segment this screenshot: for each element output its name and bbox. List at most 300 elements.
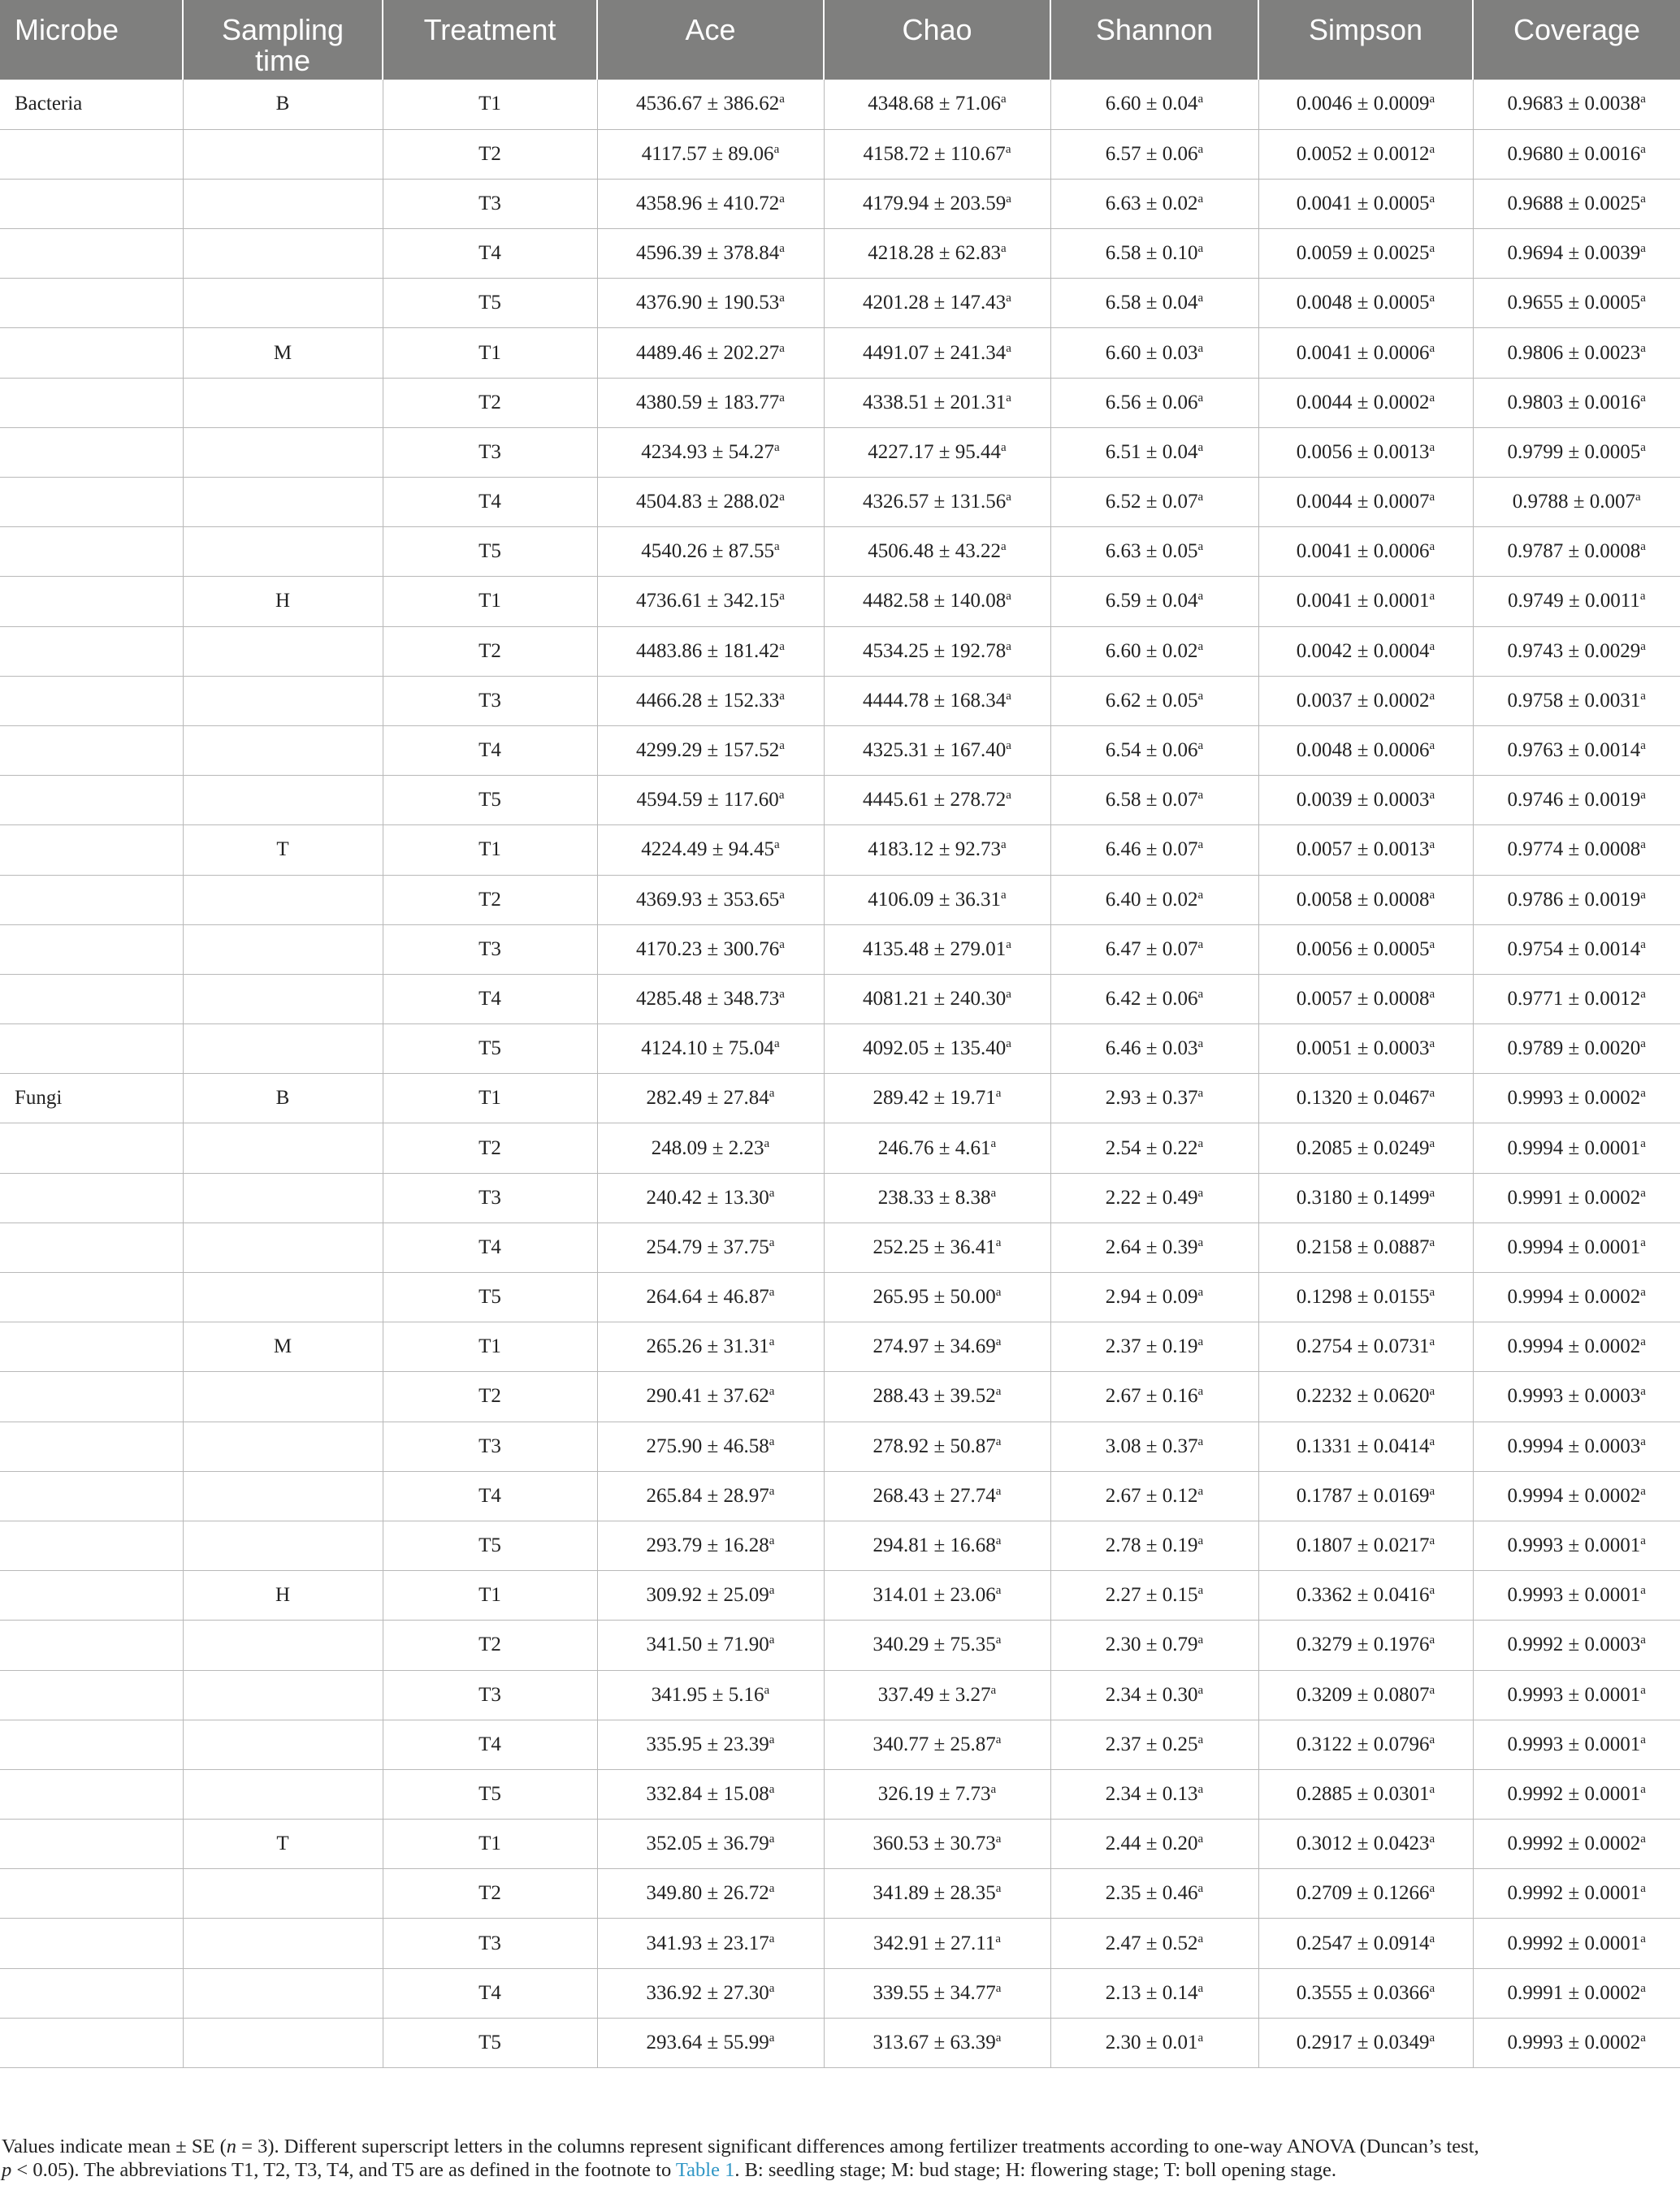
cell-ace-value: 336.92 ± 27.30 bbox=[646, 1981, 769, 2004]
cell-simpson bbox=[1258, 179, 1473, 228]
cell-chao bbox=[824, 725, 1050, 775]
cell-coverage-value: 0.9993 ± 0.0001 bbox=[1507, 1683, 1641, 1706]
cell-treatment bbox=[383, 776, 597, 825]
significance-letter: a bbox=[769, 1435, 775, 1448]
table-footnote bbox=[2, 2135, 1671, 2182]
significance-letter: a bbox=[779, 93, 785, 106]
cell-microbe bbox=[0, 1820, 183, 1869]
footnote-n-variable: n bbox=[226, 2136, 236, 2157]
significance-letter: a bbox=[1640, 1981, 1646, 1995]
significance-letter: a bbox=[774, 540, 780, 554]
cell-chao-value: 337.49 ± 3.27 bbox=[877, 1683, 991, 1706]
cell-simpson-value: 0.2547 ± 0.0914 bbox=[1296, 1932, 1430, 1954]
cell-simpson-value: 0.0041 ± 0.0005 bbox=[1296, 192, 1430, 214]
table-row bbox=[0, 924, 1680, 974]
cell-ace-value: 4224.49 ± 94.45 bbox=[641, 838, 775, 861]
significance-letter: a bbox=[1197, 1484, 1204, 1498]
significance-letter: a bbox=[1640, 440, 1646, 454]
cell-shannon bbox=[1050, 1024, 1258, 1074]
cell-ace-value: 4376.90 ± 190.53 bbox=[636, 292, 780, 314]
cell-chao bbox=[824, 974, 1050, 1023]
cell-shannon bbox=[1050, 328, 1258, 378]
significance-letter: a bbox=[1640, 1087, 1646, 1101]
cell-treatment-value: T4 bbox=[478, 1235, 501, 1258]
significance-letter: a bbox=[1429, 1634, 1435, 1647]
significance-letter: a bbox=[990, 1782, 997, 1796]
cell-coverage-value: 0.9749 ± 0.0011 bbox=[1508, 590, 1640, 612]
cell-microbe bbox=[0, 1720, 183, 1769]
cell-simpson-value: 0.3122 ± 0.0796 bbox=[1296, 1733, 1430, 1755]
cell-coverage-value: 0.9994 ± 0.0002 bbox=[1507, 1286, 1641, 1309]
significance-letter: a bbox=[1429, 242, 1435, 256]
cell-ace bbox=[597, 924, 824, 974]
cell-ace-value: 293.64 ± 55.99 bbox=[646, 2031, 769, 2053]
cell-treatment-value: T1 bbox=[478, 838, 501, 861]
cell-ace bbox=[597, 229, 824, 279]
cell-coverage bbox=[1473, 924, 1680, 974]
header-ace: Ace bbox=[597, 0, 824, 80]
cell-simpson bbox=[1258, 279, 1473, 328]
table-row bbox=[0, 1422, 1680, 1471]
significance-letter: a bbox=[769, 1981, 775, 1995]
cell-treatment bbox=[383, 478, 597, 527]
cell-ace bbox=[597, 179, 824, 228]
cell-treatment-value: T4 bbox=[478, 242, 501, 265]
significance-letter: a bbox=[778, 789, 785, 803]
table-row bbox=[0, 1173, 1680, 1223]
cell-treatment bbox=[383, 1621, 597, 1670]
significance-letter: a bbox=[995, 2031, 1002, 2045]
cell-microbe bbox=[0, 378, 183, 427]
cell-shannon-value: 6.42 ± 0.06 bbox=[1105, 987, 1198, 1010]
cell-chao bbox=[824, 1173, 1050, 1223]
cell-shannon-value: 2.30 ± 0.01 bbox=[1105, 2031, 1198, 2053]
cell-chao-value: 4491.07 ± 241.34 bbox=[863, 341, 1007, 364]
cell-ace-value: 4466.28 ± 152.33 bbox=[636, 689, 780, 712]
cell-sampling-time bbox=[183, 1422, 383, 1471]
cell-simpson bbox=[1258, 1621, 1473, 1670]
significance-letter: a bbox=[1429, 2031, 1435, 2045]
cell-sampling-time bbox=[183, 80, 383, 129]
cell-simpson bbox=[1258, 974, 1473, 1023]
cell-sampling-time bbox=[183, 875, 383, 924]
footnote-text-4: . B: seedling stage; M: bud stage; H: flowering stage; T: boll opening stage. bbox=[734, 2159, 1337, 2181]
cell-sampling-time bbox=[183, 577, 383, 626]
cell-sampling-time bbox=[183, 1372, 383, 1422]
cell-treatment bbox=[383, 179, 597, 228]
cell-ace bbox=[597, 478, 824, 527]
cell-coverage bbox=[1473, 80, 1680, 129]
significance-letter: a bbox=[1640, 789, 1646, 803]
cell-treatment bbox=[383, 1670, 597, 1720]
cell-shannon bbox=[1050, 1769, 1258, 1819]
cell-chao-value: 4179.94 ± 203.59 bbox=[863, 192, 1007, 214]
table-row bbox=[0, 129, 1680, 179]
cell-treatment-value: T5 bbox=[478, 540, 501, 563]
cell-shannon bbox=[1050, 577, 1258, 626]
significance-letter: a bbox=[1429, 192, 1435, 206]
cell-coverage-value: 0.9993 ± 0.0001 bbox=[1507, 1584, 1641, 1607]
significance-letter: a bbox=[995, 1584, 1002, 1598]
cell-coverage bbox=[1473, 129, 1680, 179]
cell-coverage-value: 0.9993 ± 0.0002 bbox=[1507, 2031, 1641, 2053]
footnote-text-1: Values indicate mean ± SE ( bbox=[2, 2136, 227, 2157]
cell-treatment bbox=[383, 1720, 597, 1769]
significance-letter: a bbox=[1640, 1634, 1646, 1647]
cell-shannon-value: 6.58 ± 0.10 bbox=[1105, 242, 1198, 265]
cell-ace bbox=[597, 626, 824, 676]
cell-simpson-value: 0.2085 ± 0.0249 bbox=[1296, 1136, 1430, 1159]
significance-letter: a bbox=[1006, 391, 1011, 405]
significance-letter: a bbox=[1640, 1833, 1646, 1846]
significance-letter: a bbox=[1429, 292, 1435, 305]
cell-sampling-time-value: T bbox=[276, 838, 289, 861]
cell-chao bbox=[824, 179, 1050, 228]
cell-ace bbox=[597, 2018, 824, 2067]
cell-ace bbox=[597, 1024, 824, 1074]
significance-letter: a bbox=[995, 1484, 1002, 1498]
cell-treatment bbox=[383, 1919, 597, 1968]
cell-ace bbox=[597, 1571, 824, 1621]
cell-coverage-value: 0.9991 ± 0.0002 bbox=[1507, 1186, 1641, 1209]
significance-letter: a bbox=[773, 142, 780, 156]
significance-letter: a bbox=[1197, 1286, 1204, 1300]
footnote-text-3: < 0.05). The abbreviations T1, T2, T3, T4, and T5 are as defined in the footnote to bbox=[11, 2159, 676, 2181]
cell-shannon-value: 2.93 ± 0.37 bbox=[1105, 1087, 1198, 1110]
cell-coverage bbox=[1473, 1720, 1680, 1769]
cell-sampling-time bbox=[183, 1720, 383, 1769]
cell-sampling-time bbox=[183, 1074, 383, 1123]
cell-treatment bbox=[383, 2018, 597, 2067]
cell-simpson-value: 0.3180 ± 0.1499 bbox=[1296, 1186, 1430, 1209]
cell-coverage-value: 0.9992 ± 0.0001 bbox=[1507, 1782, 1641, 1805]
significance-letter: a bbox=[1006, 192, 1011, 206]
cell-treatment-value: T3 bbox=[478, 192, 501, 214]
cell-treatment-value: T1 bbox=[478, 341, 501, 364]
cell-chao bbox=[824, 1024, 1050, 1074]
cell-ace bbox=[597, 279, 824, 328]
cell-ace-value: 265.26 ± 31.31 bbox=[646, 1335, 769, 1358]
significance-letter: a bbox=[1197, 2031, 1204, 2045]
significance-letter: a bbox=[1429, 440, 1435, 454]
significance-letter: a bbox=[1197, 689, 1204, 703]
significance-letter: a bbox=[779, 242, 785, 256]
cell-chao bbox=[824, 577, 1050, 626]
cell-simpson bbox=[1258, 1273, 1473, 1322]
significance-letter: a bbox=[1429, 93, 1435, 106]
significance-letter: a bbox=[1001, 838, 1007, 852]
significance-letter: a bbox=[1640, 689, 1646, 703]
cell-ace-value: 4536.67 ± 386.62 bbox=[636, 93, 780, 115]
cell-treatment bbox=[383, 1322, 597, 1372]
cell-ace-value: 275.90 ± 46.58 bbox=[646, 1435, 769, 1457]
significance-letter: a bbox=[1197, 1385, 1204, 1399]
significance-letter: a bbox=[1429, 1833, 1435, 1846]
cell-simpson-value: 0.0046 ± 0.0009 bbox=[1296, 93, 1430, 115]
cell-ace bbox=[597, 875, 824, 924]
significance-letter: a bbox=[1005, 142, 1011, 156]
cell-treatment bbox=[383, 1571, 597, 1621]
cell-coverage-value: 0.9992 ± 0.0003 bbox=[1507, 1634, 1641, 1656]
cell-coverage-value: 0.9688 ± 0.0025 bbox=[1507, 192, 1641, 214]
significance-letter: a bbox=[1429, 1435, 1435, 1448]
cell-chao bbox=[824, 1621, 1050, 1670]
cell-shannon-value: 2.37 ± 0.25 bbox=[1105, 1733, 1198, 1755]
cell-shannon-value: 2.67 ± 0.12 bbox=[1105, 1484, 1198, 1507]
cell-coverage bbox=[1473, 378, 1680, 427]
cell-sampling-time bbox=[183, 1273, 383, 1322]
cell-treatment-value: T1 bbox=[478, 1833, 501, 1855]
cell-chao bbox=[824, 1968, 1050, 2018]
cell-treatment-value: T4 bbox=[478, 1733, 501, 1755]
cell-simpson bbox=[1258, 527, 1473, 577]
cell-shannon bbox=[1050, 924, 1258, 974]
cell-coverage-value: 0.9993 ± 0.0003 bbox=[1507, 1385, 1641, 1408]
table-1-link[interactable]: Table 1 bbox=[675, 2159, 735, 2181]
significance-letter: a bbox=[1429, 937, 1435, 951]
cell-shannon bbox=[1050, 825, 1258, 875]
cell-simpson bbox=[1258, 1074, 1473, 1123]
cell-chao bbox=[824, 1223, 1050, 1272]
cell-simpson-value: 0.0044 ± 0.0002 bbox=[1296, 391, 1430, 413]
significance-letter: a bbox=[1640, 93, 1646, 106]
cell-shannon-value: 2.35 ± 0.46 bbox=[1105, 1882, 1198, 1905]
cell-chao-value: 4092.05 ± 135.40 bbox=[863, 1037, 1007, 1060]
cell-coverage bbox=[1473, 974, 1680, 1023]
cell-sampling-time bbox=[183, 527, 383, 577]
cell-treatment-value: T3 bbox=[478, 440, 501, 463]
cell-ace bbox=[597, 328, 824, 378]
cell-treatment-value: T5 bbox=[478, 292, 501, 314]
cell-chao-value: 4183.12 ± 92.73 bbox=[868, 838, 1002, 861]
significance-letter: a bbox=[1640, 1882, 1646, 1896]
cell-sampling-time-value: T bbox=[276, 1833, 289, 1855]
cell-coverage-value: 0.9789 ± 0.0020 bbox=[1507, 1037, 1641, 1060]
cell-treatment-value: T5 bbox=[478, 2031, 501, 2053]
significance-letter: a bbox=[1197, 1335, 1204, 1349]
cell-microbe bbox=[0, 1322, 183, 1372]
cell-shannon bbox=[1050, 1123, 1258, 1173]
cell-shannon-value: 6.60 ± 0.02 bbox=[1105, 639, 1198, 662]
cell-treatment bbox=[383, 427, 597, 477]
significance-letter: a bbox=[995, 1981, 1002, 1995]
cell-microbe bbox=[0, 1869, 183, 1919]
significance-letter: a bbox=[769, 1286, 775, 1300]
header-sampling-time: Sampling time bbox=[183, 0, 383, 80]
significance-letter: a bbox=[1429, 341, 1435, 355]
table-row bbox=[0, 1919, 1680, 1968]
cell-shannon-value: 2.27 ± 0.15 bbox=[1105, 1584, 1198, 1607]
significance-letter: a bbox=[1429, 1733, 1435, 1746]
cell-shannon-value: 6.60 ± 0.04 bbox=[1105, 93, 1198, 115]
cell-chao-value: 274.97 ± 34.69 bbox=[872, 1335, 996, 1358]
table-row bbox=[0, 328, 1680, 378]
significance-letter: a bbox=[1197, 1037, 1204, 1051]
cell-chao bbox=[824, 527, 1050, 577]
cell-shannon bbox=[1050, 626, 1258, 676]
cell-microbe bbox=[0, 129, 183, 179]
cell-chao-value: 252.25 ± 36.41 bbox=[872, 1235, 996, 1258]
significance-letter: a bbox=[769, 1634, 775, 1647]
header-row bbox=[0, 0, 1680, 80]
significance-letter: a bbox=[1197, 1882, 1204, 1896]
significance-letter: a bbox=[1640, 1932, 1646, 1945]
cell-simpson-value: 0.0052 ± 0.0012 bbox=[1296, 142, 1430, 165]
cell-simpson bbox=[1258, 1820, 1473, 1869]
cell-chao bbox=[824, 676, 1050, 725]
cell-coverage bbox=[1473, 577, 1680, 626]
cell-treatment-value: T2 bbox=[478, 142, 501, 165]
significance-letter: a bbox=[769, 1087, 775, 1101]
significance-letter: a bbox=[995, 1882, 1002, 1896]
cell-simpson-value: 0.0048 ± 0.0006 bbox=[1296, 739, 1430, 762]
cell-shannon-value: 2.64 ± 0.39 bbox=[1105, 1235, 1198, 1258]
cell-ace bbox=[597, 1223, 824, 1272]
cell-shannon-value: 2.37 ± 0.19 bbox=[1105, 1335, 1198, 1358]
cell-shannon-value: 2.34 ± 0.30 bbox=[1105, 1683, 1198, 1706]
cell-shannon bbox=[1050, 1521, 1258, 1570]
cell-chao bbox=[824, 478, 1050, 527]
significance-letter: a bbox=[1640, 1286, 1646, 1300]
significance-letter: a bbox=[1197, 292, 1204, 305]
cell-chao-value: 4081.21 ± 240.30 bbox=[863, 987, 1007, 1010]
cell-simpson-value: 0.0056 ± 0.0013 bbox=[1296, 440, 1430, 463]
table-row bbox=[0, 1372, 1680, 1422]
cell-treatment bbox=[383, 626, 597, 676]
significance-letter: a bbox=[769, 1833, 775, 1846]
cell-sampling-time bbox=[183, 1322, 383, 1372]
significance-letter: a bbox=[995, 1932, 1001, 1945]
header-coverage: Coverage bbox=[1473, 0, 1680, 80]
cell-shannon bbox=[1050, 1670, 1258, 1720]
significance-letter: a bbox=[1197, 739, 1204, 753]
cell-ace bbox=[597, 725, 824, 775]
cell-microbe bbox=[0, 1024, 183, 1074]
significance-letter: a bbox=[1197, 1136, 1204, 1150]
cell-ace bbox=[597, 1422, 824, 1471]
cell-shannon bbox=[1050, 676, 1258, 725]
cell-coverage bbox=[1473, 1919, 1680, 1968]
table-row bbox=[0, 577, 1680, 626]
cell-shannon-value: 2.54 ± 0.22 bbox=[1105, 1136, 1198, 1159]
cell-ace bbox=[597, 1720, 824, 1769]
cell-treatment bbox=[383, 577, 597, 626]
cell-treatment bbox=[383, 1869, 597, 1919]
significance-letter: a bbox=[1429, 1385, 1435, 1399]
table-row bbox=[0, 1322, 1680, 1372]
cell-microbe-value: Fungi bbox=[15, 1087, 63, 1110]
cell-coverage bbox=[1473, 1372, 1680, 1422]
significance-letter: a bbox=[1197, 391, 1204, 405]
cell-ace-value: 240.42 ± 13.30 bbox=[646, 1186, 769, 1209]
cell-simpson bbox=[1258, 1769, 1473, 1819]
significance-letter: a bbox=[1640, 1235, 1646, 1249]
cell-chao-value: 326.19 ± 7.73 bbox=[877, 1782, 991, 1805]
cell-shannon-value: 6.46 ± 0.07 bbox=[1105, 838, 1198, 861]
cell-shannon bbox=[1050, 80, 1258, 129]
cell-shannon-value: 2.94 ± 0.09 bbox=[1105, 1286, 1198, 1309]
cell-simpson-value: 0.1320 ± 0.0467 bbox=[1296, 1087, 1430, 1110]
significance-letter: a bbox=[1640, 1335, 1646, 1349]
significance-letter: a bbox=[1640, 2031, 1646, 2045]
table-row bbox=[0, 1968, 1680, 2018]
significance-letter: a bbox=[995, 1335, 1002, 1349]
significance-letter: a bbox=[1197, 440, 1204, 454]
cell-simpson bbox=[1258, 1024, 1473, 1074]
significance-letter: a bbox=[769, 1733, 775, 1746]
significance-letter: a bbox=[769, 2031, 775, 2045]
significance-letter: a bbox=[779, 987, 785, 1001]
significance-letter: a bbox=[779, 391, 785, 405]
cell-coverage-value: 0.9993 ± 0.0002 bbox=[1507, 1087, 1641, 1110]
cell-microbe bbox=[0, 1571, 183, 1621]
cell-treatment bbox=[383, 279, 597, 328]
cell-microbe bbox=[0, 974, 183, 1023]
cell-simpson bbox=[1258, 478, 1473, 527]
significance-letter: a bbox=[769, 1932, 775, 1945]
cell-simpson bbox=[1258, 776, 1473, 825]
cell-sampling-time bbox=[183, 676, 383, 725]
cell-chao bbox=[824, 129, 1050, 179]
cell-simpson bbox=[1258, 825, 1473, 875]
cell-shannon bbox=[1050, 1372, 1258, 1422]
cell-microbe bbox=[0, 676, 183, 725]
cell-treatment-value: T3 bbox=[478, 689, 501, 712]
cell-sampling-time bbox=[183, 1769, 383, 1819]
cell-sampling-time bbox=[183, 776, 383, 825]
cell-treatment-value: T1 bbox=[478, 93, 501, 115]
significance-letter: a bbox=[1429, 142, 1435, 156]
cell-chao-value: 246.76 ± 4.61 bbox=[877, 1136, 991, 1159]
cell-ace bbox=[597, 1173, 824, 1223]
significance-letter: a bbox=[1197, 590, 1204, 604]
cell-coverage-value: 0.9746 ± 0.0019 bbox=[1507, 789, 1641, 811]
cell-ace bbox=[597, 1372, 824, 1422]
significance-letter: a bbox=[774, 440, 780, 454]
table-body bbox=[0, 80, 1680, 2068]
cell-chao bbox=[824, 1919, 1050, 1968]
cell-simpson bbox=[1258, 1521, 1473, 1570]
cell-microbe bbox=[0, 328, 183, 378]
significance-letter: a bbox=[1640, 739, 1646, 753]
cell-simpson-value: 0.2885 ± 0.0301 bbox=[1296, 1782, 1430, 1805]
cell-shannon bbox=[1050, 974, 1258, 1023]
cell-ace-value: 352.05 ± 36.79 bbox=[646, 1833, 769, 1855]
cell-shannon bbox=[1050, 129, 1258, 179]
cell-ace-value: 335.95 ± 23.39 bbox=[646, 1733, 769, 1755]
cell-treatment bbox=[383, 378, 597, 427]
cell-simpson-value: 0.0042 ± 0.0004 bbox=[1296, 639, 1430, 662]
cell-ace-value: 309.92 ± 25.09 bbox=[646, 1584, 769, 1607]
cell-treatment-value: T2 bbox=[478, 888, 501, 911]
cell-treatment-value: T4 bbox=[478, 1981, 501, 2004]
significance-letter: a bbox=[1197, 540, 1204, 554]
cell-coverage bbox=[1473, 1670, 1680, 1720]
significance-letter: a bbox=[1197, 1584, 1204, 1598]
cell-ace-value: 4124.10 ± 75.04 bbox=[641, 1037, 775, 1060]
cell-ace bbox=[597, 1670, 824, 1720]
table-row bbox=[0, 427, 1680, 477]
cell-sampling-time-value: H bbox=[275, 1584, 291, 1607]
header-microbe: Microbe bbox=[0, 0, 183, 80]
cell-microbe bbox=[0, 427, 183, 477]
cell-chao bbox=[824, 328, 1050, 378]
significance-letter: a bbox=[1640, 242, 1646, 256]
table-row bbox=[0, 179, 1680, 228]
significance-letter: a bbox=[1640, 838, 1646, 852]
table-row bbox=[0, 1571, 1680, 1621]
cell-simpson bbox=[1258, 626, 1473, 676]
